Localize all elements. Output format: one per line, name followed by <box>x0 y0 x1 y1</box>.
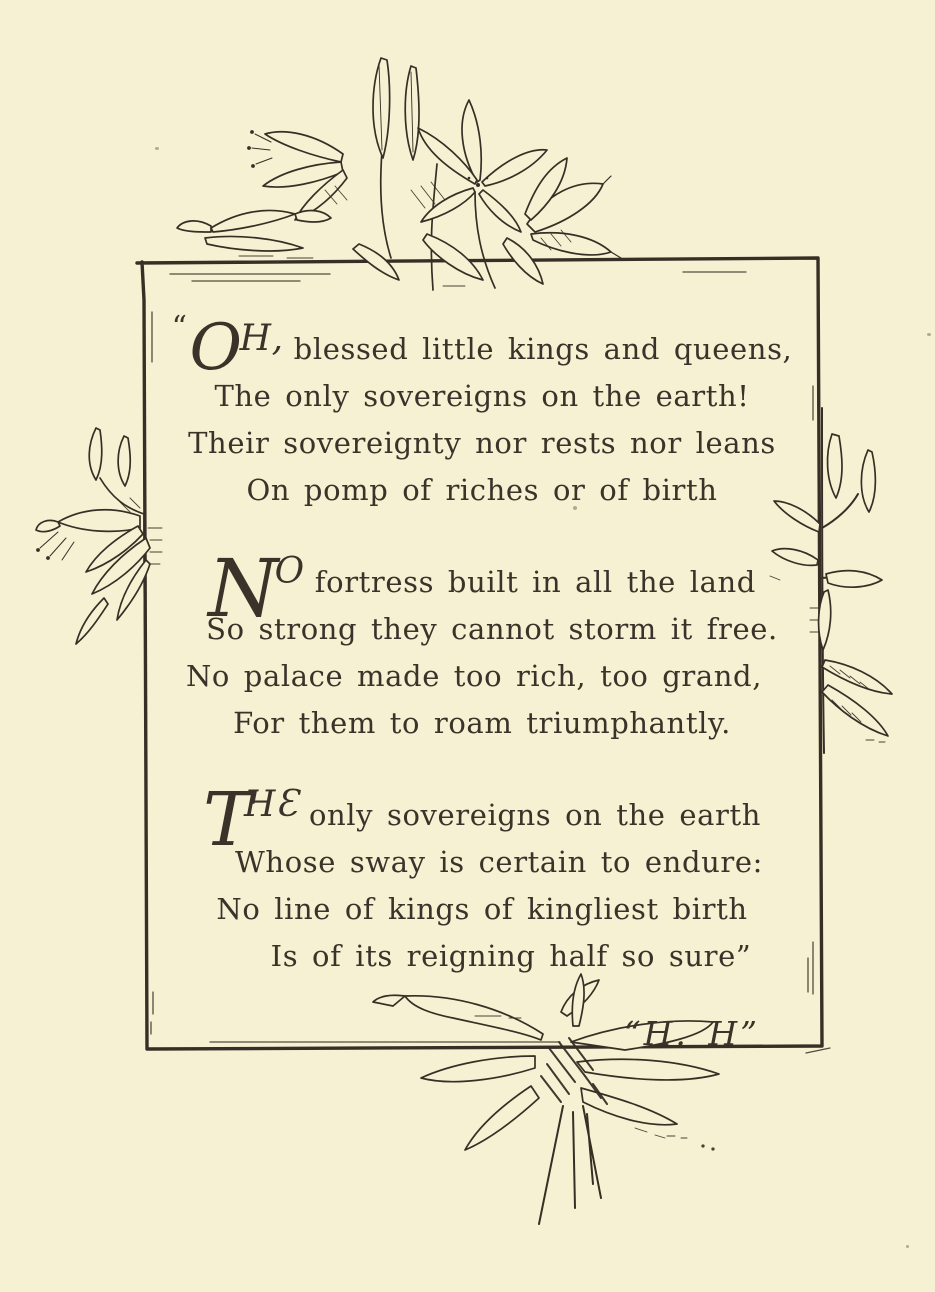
lead-caps: H, <box>239 318 284 359</box>
drop-cap-t: T <box>202 777 253 863</box>
lily-blossom-spray-top-icon <box>177 58 621 290</box>
drop-cap-n: N <box>208 542 279 635</box>
poem-stanza-2 <box>142 542 822 747</box>
poem-line: Their sovereignty nor rests nor leans <box>188 426 776 460</box>
poem-stanza-1 <box>142 304 822 514</box>
open-quote: “ <box>171 310 188 345</box>
page-speck <box>155 147 159 150</box>
drop-cap-o: O <box>189 311 243 385</box>
poem-line: On pomp of riches or of birth <box>246 473 718 507</box>
author-signature: “H. H” <box>623 1014 760 1053</box>
poem-panel <box>142 262 822 1053</box>
poem-line: No line of kings of kingliest birth <box>216 892 748 926</box>
poem-stanza-3 <box>142 777 822 980</box>
poem-line: Whose sway is certain to endure: <box>235 845 763 879</box>
poem-line <box>142 304 822 385</box>
lead-caps: O <box>274 551 305 592</box>
page-speck <box>927 333 931 336</box>
lead-caps: HƐ <box>243 784 299 825</box>
poem-text: blessed little kings and queens, <box>293 332 793 366</box>
poem-line: For them to roam triumphantly. <box>233 706 731 740</box>
poem-line: So strong they cannot storm it free. <box>206 612 778 646</box>
poem-line: No palace made too rich, too grand, <box>185 659 763 693</box>
poem-line: Is of its reigning half so sure” <box>270 939 752 973</box>
page-speck <box>906 1245 909 1248</box>
poem-text: only sovereigns on the earth <box>308 798 762 832</box>
poem-text: fortress built in all the land <box>314 565 756 599</box>
poem-line: The only sovereigns on the earth! <box>214 379 750 413</box>
